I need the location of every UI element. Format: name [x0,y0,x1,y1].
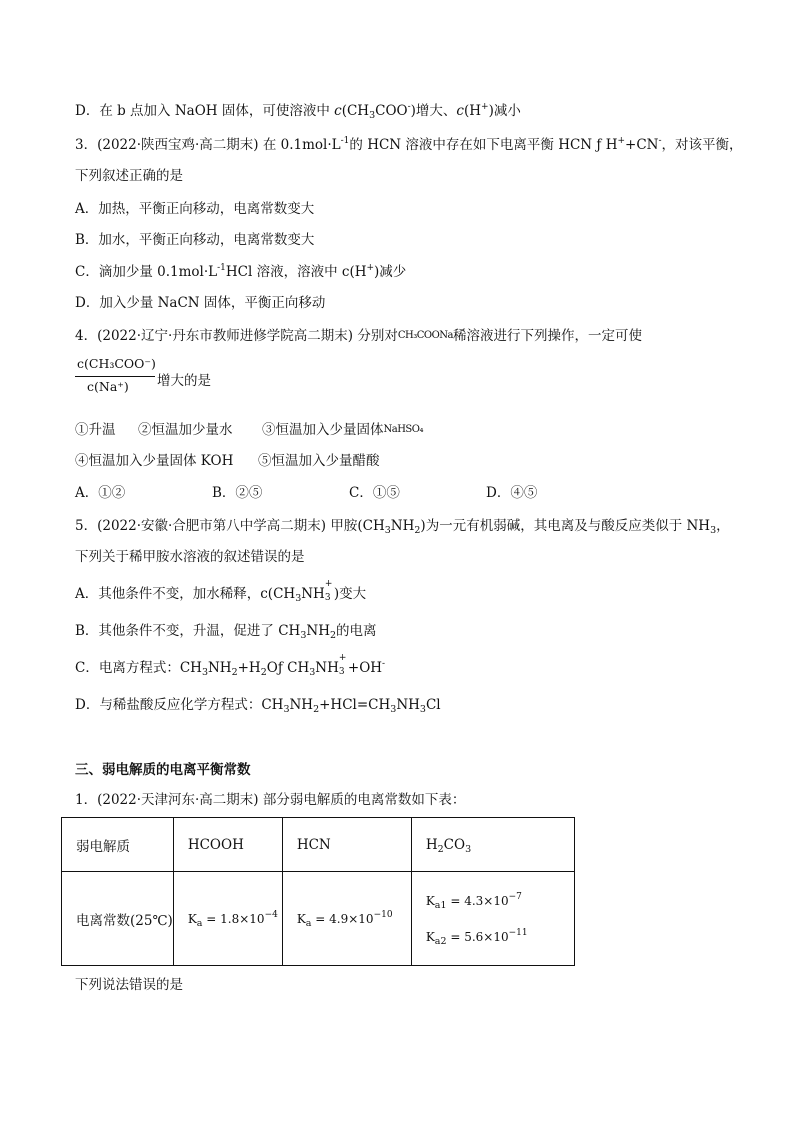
text: )减少 [374,264,407,280]
text: (H [463,103,482,119]
text: 4．(2022·辽宁·丹东市教师进修学院高二期末) 分别对 [75,328,398,344]
superscript: + [366,263,375,273]
subscript: 2 [260,667,267,678]
superscript: −10 [373,909,393,920]
text: ， [716,518,730,534]
table-cell: 电离常数(25℃) [62,872,174,966]
subscript: 3 [419,704,426,715]
q4-operation-5: ⑤恒温加入少量醋酸 [258,453,380,469]
superscript: -1 [340,136,350,146]
question-4-option-d[interactable]: D．④⑤ [486,485,538,501]
q4-operation-2: ②恒温加少量水 [138,422,233,438]
text: O [266,660,278,676]
table-row [62,872,575,966]
text: Cl [425,697,441,713]
table-header-cell: HCOOH [173,818,282,872]
text: CO [443,836,466,853]
text: = 5.6×10 [446,929,509,944]
subscript: a [305,917,312,929]
text: K [296,911,306,926]
superscript: + [338,653,347,663]
subscript: 3 [338,667,345,677]
text: NH [306,623,330,639]
q4-operation-4: ④恒温加入少量固体 KOH [75,453,234,469]
superscript: −7 [508,891,522,902]
subscript: 3 [201,667,208,678]
question-3-option-d[interactable]: D．加入少量 NaCN 固体，平衡正向移动 [75,295,326,311]
superscript: + [617,136,626,146]
text: NH [315,660,339,676]
text: ，对该平衡， [661,137,743,153]
question-3-option-a[interactable]: A．加热，平衡正向移动，电离常数变大 [75,201,315,217]
subscript: 3 [283,704,290,715]
text: 的电离 [336,623,377,639]
table-header-cell [411,818,574,872]
subscript: 2 [231,667,238,678]
text: )为一元有机弱碱，其电离及与酸反应类似于 NH [420,518,711,534]
subscript: 3 [390,704,397,715]
text: = 4.9×10 [311,911,374,926]
subscript: 3 [710,525,717,536]
subscript: 3 [295,593,302,604]
question-5-stem [75,516,730,536]
text: C．电离方程式：CH [75,660,202,676]
ka2-value [426,927,574,947]
table-header-cell: HCN [282,818,411,872]
question-5-option-d[interactable] [75,695,441,715]
question-4-stem-tail: 增大的是 [157,373,211,389]
text: = 1.8×10 [202,911,265,926]
constant-stack [426,891,574,947]
text: D．与稀盐酸反应化学方程式：CH [75,697,284,713]
subscript: 3 [309,667,316,678]
text: = 4.3×10 [446,893,509,908]
concentration-ratio-fraction [75,356,157,400]
table-cell [282,872,411,966]
question-5-option-c[interactable] [75,653,386,678]
text: K [425,893,435,908]
text: K [187,911,197,926]
text: 3．(2022·陕西宝鸡·高二期末) 在 0.1mol·L [75,137,341,153]
question-4-option-b[interactable]: B．②⑤ [212,485,263,501]
subscript: 3 [465,843,472,855]
text: C．滴加少量 0.1mol·L [75,264,218,280]
superscript: −4 [264,909,278,920]
fraction-bar [75,376,155,377]
formula: CH₃COONa [397,330,453,341]
text: 的 HCN 溶液中存在如下电离平衡 HCN [349,137,593,153]
text: +OH [347,660,383,676]
q4-operation-1: ①升温 [75,422,116,438]
charge-stack [338,653,348,677]
section-3-question-1-stem: 1．(2022·天津河东·高二期末) 部分弱电解质的电离常数如下表： [75,792,466,808]
text: +CN [625,137,659,153]
superscript: -1 [217,263,226,273]
text: ③恒温加入少量固体 [262,422,384,438]
subscript: 3 [384,525,391,536]
question-3-stem-line2: 下列叙述正确的是 [75,168,183,184]
subscript: a [196,917,203,929]
question-4-option-a[interactable]: A．①② [75,485,126,501]
text: )增大、 [410,103,457,119]
question-3-option-b[interactable]: B．加水，平衡正向移动，电离常数变大 [75,232,315,248]
text: c [456,103,464,119]
subscript: 3 [300,630,307,641]
text: NH [289,697,314,713]
subscript: 3 [324,593,331,603]
text: A．其他条件不变，加水稀释，c(CH [75,586,296,602]
table-cell [173,872,282,966]
question-5-stem-line2: 下列关于稀甲胺水溶液的叙述错误的是 [75,549,305,565]
question-5-option-a[interactable] [75,579,367,604]
text: COO [375,103,408,119]
q4-operation-3 [262,420,423,440]
section-3-question-1-prompt: 下列说法错误的是 [75,977,183,993]
ka1-value [426,891,574,911]
subscript: 2 [329,630,337,641]
text: K [425,929,435,944]
text: NH [396,697,420,713]
table-header-cell: 弱电解质 [62,818,174,872]
superscript: + [481,102,489,112]
question-3-stem [75,135,743,155]
question-4-stem [75,326,642,346]
text: +H [237,660,261,676]
text: H [601,137,618,153]
text: NH [390,518,415,534]
subscript: 2 [414,525,421,536]
superscript: - [658,136,662,146]
table-row [62,818,575,872]
ionization-constant-table [61,817,575,966]
text: H [425,836,438,853]
text: c [334,103,342,119]
charge-stack [324,579,334,603]
fraction-denominator: c(Na⁺) [87,379,129,394]
superscript: - [382,659,386,669]
superscript: −11 [508,927,528,938]
text: +HCl=CH [319,697,391,713]
section-3-heading: 三、弱电解质的电离平衡常数 [75,762,251,778]
equilibrium-arrow-icon: ƒ [596,137,602,153]
superscript: + [324,579,333,589]
text: 稀溶液进行下列操作，一定可使 [453,328,642,344]
text: )变大 [333,586,367,602]
formula: NaHSO₄ [383,424,423,435]
text: NH [301,586,325,602]
subscript: a2 [434,935,447,947]
subscript: 3 [369,110,376,121]
text: D．在 b 点加入 NaOH 固体，可使溶液中 [75,103,335,119]
question-3-option-c[interactable] [75,262,406,282]
subscript: 2 [313,704,320,715]
prev-question-option-d[interactable] [75,101,521,121]
question-4-option-c[interactable]: C．①⑤ [349,485,400,501]
superscript: - [407,102,411,112]
text: )减小 [488,103,521,119]
table-cell [411,872,574,966]
text: HCl 溶液，溶液中 c(H [225,264,367,280]
equilibrium-arrow-icon: ƒ [277,660,283,676]
text: (CH [341,103,370,119]
subscript: a1 [434,899,447,911]
text: 5．(2022·安徽·合肥市第八中学高二期末) 甲胺(CH [75,518,385,534]
text: B．其他条件不变，升温，促进了 CH [75,623,301,639]
subscript: 2 [437,843,444,855]
fraction-numerator: c(CH₃COO⁻) [77,356,156,371]
question-5-option-b[interactable] [75,621,377,641]
text: CH [282,660,310,676]
text: NH [207,660,232,676]
